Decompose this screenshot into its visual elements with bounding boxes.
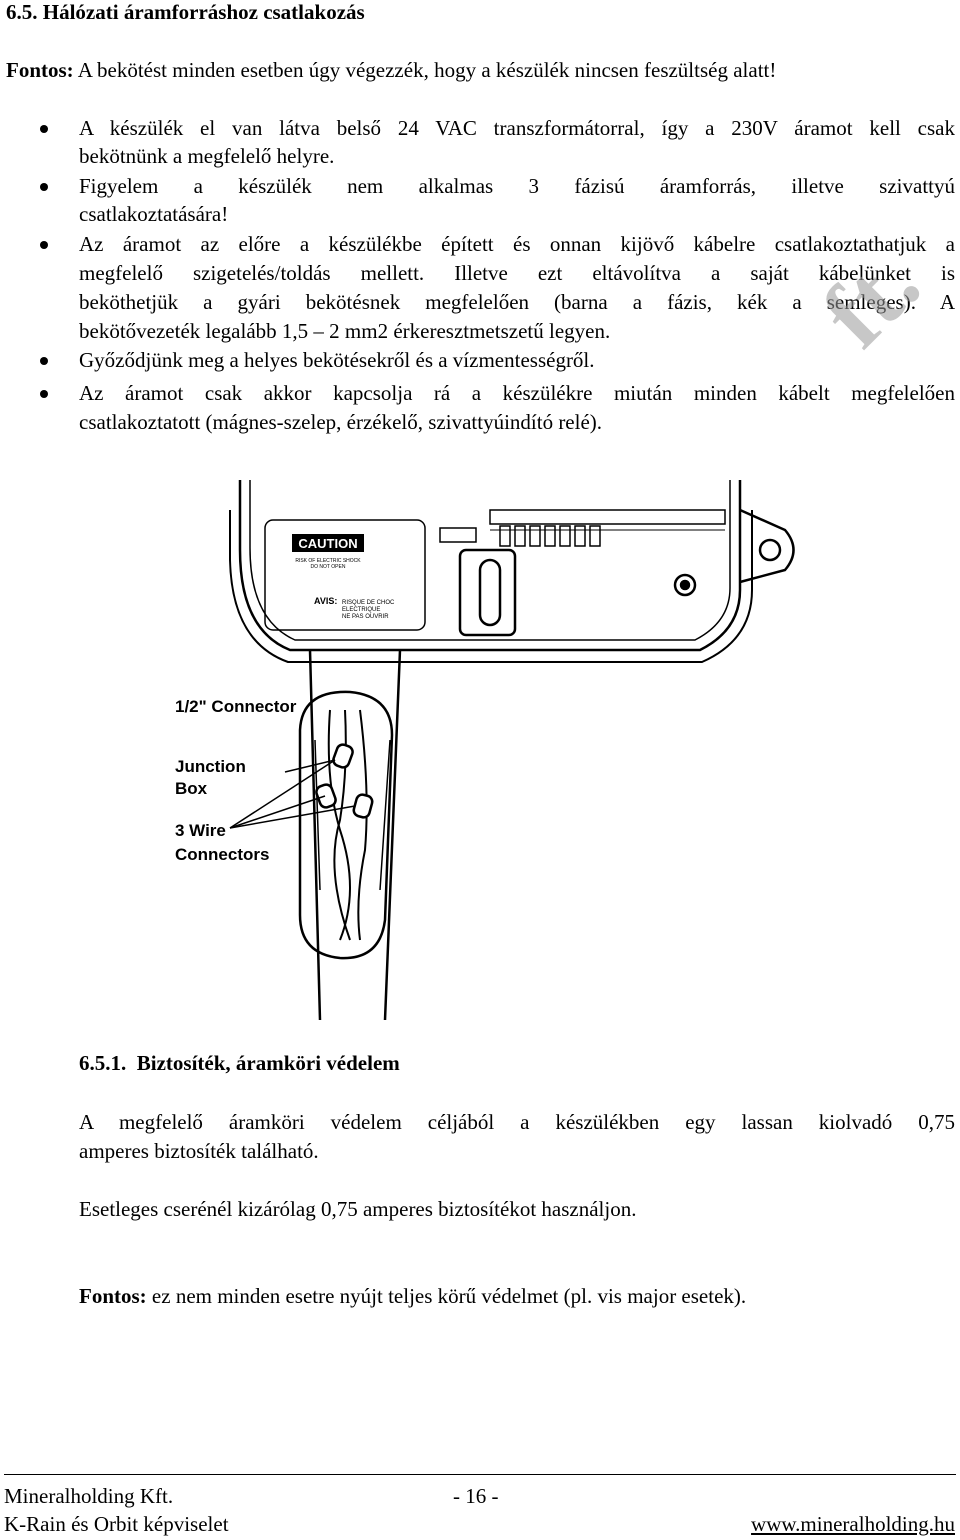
caution-subtext-2: DO NOT OPEN <box>310 564 346 570</box>
bullet-3-line-2: megfelelő szigetelés/toldás mellett. Illetve ezt eltávolítva a saját kábelünket is <box>79 261 955 285</box>
subsection-number: 6.5.1. <box>79 1051 127 1075</box>
para-1-line-1: A megfelelő áramköri védelem céljából a készülékben egy lassan kiolvadó 0,75 <box>79 1110 955 1134</box>
footer-divider <box>4 1474 956 1475</box>
para-1-line-2: amperes biztosíték található. <box>79 1139 319 1163</box>
label-wire-2: Connectors <box>175 845 270 864</box>
avis-label: AVIS: <box>314 596 338 606</box>
avis-text-1: RISQUE DE CHOC <box>342 600 395 606</box>
footer-website-link[interactable]: www.mineralholding.hu <box>751 1512 955 1536</box>
mounting-ear <box>740 510 794 582</box>
bullet-marker <box>40 183 48 191</box>
wiring-figure <box>170 470 810 1030</box>
terminal-strip <box>490 510 725 524</box>
note-2-text: ez nem minden esetre nyújt teljes körű védelmet (pl. vis major esetek). <box>146 1284 747 1308</box>
avis-text-3: NE PAS OUVRIR <box>342 614 389 620</box>
avis-text-2: ELECTRIQUE <box>342 607 381 613</box>
note-2-label: Fontos: <box>79 1284 147 1308</box>
conduit-tube <box>310 650 400 1020</box>
note-2 <box>79 1282 955 1311</box>
notice <box>6 56 776 85</box>
wire-connector <box>352 793 373 818</box>
transformer <box>460 550 515 635</box>
bullet-2-line-1: Figyelem a készülék nem alkalmas 3 fázisú áramforrás, illetve szivattyú <box>79 174 955 198</box>
footer-representation: K-Rain és Orbit képviselet <box>4 1512 229 1536</box>
bullet-marker <box>40 241 48 249</box>
bullet-5-line-1: Az áramot csak akkor kapcsolja rá a készülékre miután minden kábelt megfelelően <box>79 381 955 405</box>
bullet-1-line-1: A készülék el van látva belső 24 VAC transzformátorral, így a 230V áramot kell csak <box>79 116 955 140</box>
bullet-3-line-1: Az áramot az előre a készülékbe épített és onnan kijövő kábelre csatlakoztathatjuk a <box>79 232 955 256</box>
bullet-5-line-2: csatlakoztatott (mágnes-szelep, érzékelő, szivattyúindító relé). <box>79 410 603 434</box>
label-junction-1: Junction <box>175 757 246 776</box>
footer-company: Mineralholding Kft. <box>4 1484 174 1508</box>
notice-label: Fontos: <box>6 58 74 82</box>
footer-page-number: - 16 - <box>453 1484 499 1508</box>
bullet-4-line-1: Győződjünk meg a helyes bekötésekről és a vízmentességről. <box>79 348 595 372</box>
subsection-label: Biztosíték, áramköri védelem <box>136 1051 400 1075</box>
para-2: Esetleges cserénél kizárólag 0,75 amperes biztosítékot használjon. <box>79 1197 637 1221</box>
bullet-3-line-3: beköthetjük a gyári bekötésnek megfelelően (barna a fázis, kék a semleges). A <box>79 290 955 314</box>
bullet-3-line-4: bekötővezeték legalább 1,5 – 2 mm2 érkeresztmetszetű legyen. <box>79 319 611 343</box>
wire-connector <box>332 743 355 769</box>
section-title: 6.5. Hálózati áramforráshoz csatlakozás <box>6 0 365 24</box>
wire-connector <box>315 783 338 809</box>
watermark: ft. <box>801 229 940 368</box>
bullet-1-line-2: bekötnünk a megfelelő helyre. <box>79 144 335 168</box>
bullet-marker <box>40 125 48 133</box>
notice-text: A bekötést minden esetben úgy végezzék, hogy a készülék nincsen feszültség alatt! <box>73 58 777 82</box>
caution-label: CAUTION <box>298 536 358 551</box>
bullet-2-line-2: csatlakoztatására! <box>79 202 229 226</box>
label-wire-1: 3 Wire <box>175 821 226 840</box>
subsection-title <box>79 1051 400 1076</box>
bullet-marker <box>40 390 48 398</box>
label-connector: 1/2" Connector <box>175 697 297 716</box>
bullet-marker <box>40 357 48 365</box>
caution-subtext: RISK OF ELECTRIC SHOCK <box>295 558 361 564</box>
label-junction-2: Box <box>175 779 208 798</box>
